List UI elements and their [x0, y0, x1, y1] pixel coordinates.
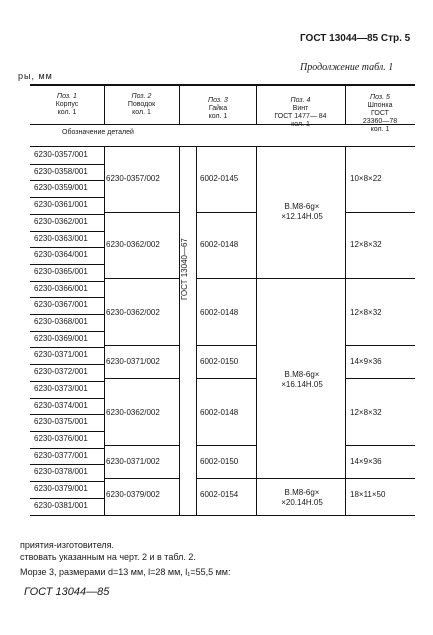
table-cell: 6230-0364/001 — [34, 250, 88, 260]
table-cell: 6230-0363/001 — [34, 233, 88, 243]
table-cell: В.М8-6g× ×20.14Н.05 — [281, 488, 323, 507]
row-rule — [30, 331, 104, 332]
designation-label: Обозначение деталей — [62, 129, 134, 136]
table-cell: 6002-0145 — [200, 174, 239, 183]
footer-line-1: приятия-изготовителя. — [20, 540, 115, 550]
units-label: ры, мм — [18, 71, 53, 81]
table-cell: 14×9×36 — [350, 357, 382, 366]
table-cell: 6230-0381/001 — [34, 500, 88, 510]
row-rule — [30, 231, 104, 232]
group-rule — [104, 212, 179, 213]
table-cell: 6002-0148 — [200, 308, 239, 317]
group-rule — [196, 278, 415, 279]
table-cell: 6002-0148 — [200, 408, 239, 417]
footer-standard-title: ГОСТ 13044—85 — [24, 586, 110, 598]
table-cell: 6002-0154 — [200, 490, 239, 499]
group-rule — [104, 445, 179, 446]
group-rule — [345, 378, 415, 379]
column-header-4: Поз. 4 Винт ГОСТ 1477— 84 кол. 1 — [274, 97, 327, 128]
group-rule — [104, 345, 179, 346]
table-cell: 12×8×32 — [350, 308, 382, 317]
table-cell: 14×9×36 — [350, 457, 382, 466]
vertical-standard-label: ГОСТ 13040—67 — [180, 238, 189, 300]
table-cell: 6230-0368/001 — [34, 317, 88, 326]
row-rule — [30, 264, 104, 265]
column-header-3: Поз. 3 Гайка кол. 1 — [208, 97, 228, 120]
table-cell: 6230-0361/001 — [34, 200, 88, 210]
row-rule — [30, 281, 104, 282]
group-rule — [196, 212, 256, 213]
table-cell: 6230-0358/001 — [34, 166, 88, 176]
designation-bottom-rule — [30, 146, 415, 147]
group-rule — [196, 445, 256, 446]
table-cell: 6230-0374/001 — [34, 400, 88, 410]
row-rule — [30, 448, 104, 449]
group-rule — [196, 378, 256, 379]
row-rule — [30, 314, 104, 315]
table-cell: 6230-0373/001 — [34, 383, 88, 393]
table-cell: 6230-0379/001 — [34, 484, 88, 493]
row-rule — [30, 297, 104, 298]
table-continuation-caption: Продолжение табл. 1 — [300, 62, 394, 73]
group-rule — [104, 378, 179, 379]
row-rule — [30, 197, 104, 198]
row-rule — [30, 214, 104, 215]
row-rule — [30, 364, 104, 365]
table-cell: 6230-0367/001 — [34, 300, 88, 310]
table-cell: 6230-0379/002 — [106, 490, 160, 499]
group-rule — [104, 278, 179, 279]
table-cell: 6230-0378/001 — [34, 467, 88, 477]
row-rule — [30, 381, 104, 382]
table-cell: 6230-0371/002 — [106, 457, 160, 466]
table-cell: 6002-0148 — [200, 240, 239, 249]
group-rule — [196, 345, 256, 346]
table-cell: 6230-0357/002 — [106, 174, 160, 183]
table-cell: 6230-0371/001 — [34, 350, 88, 360]
table-cell: 6230-0376/001 — [34, 433, 88, 443]
table-cell: 12×8×32 — [350, 240, 382, 249]
table-cell: В.М8-6g× ×12.14Н.05 — [281, 202, 323, 221]
row-rule — [30, 398, 104, 399]
table-cell: 6230-0371/002 — [106, 357, 160, 366]
table-cell: 6230-0362/002 — [106, 308, 160, 317]
group-rule — [345, 445, 415, 446]
row-rule — [30, 431, 104, 432]
table-cell: 6230-0359/001 — [34, 183, 88, 193]
row-rule — [30, 464, 104, 465]
table-cell: В.М8-6g× ×16.14Н.05 — [281, 370, 323, 389]
row-rule — [30, 498, 104, 499]
row-rule — [30, 414, 104, 415]
table-cell: 6230-0362/001 — [34, 216, 88, 226]
table-bottom-rule — [30, 515, 415, 516]
column-header-2: Поз. 2 Поводок кол. 1 — [127, 93, 156, 116]
table-cell: 6230-0365/001 — [34, 266, 88, 276]
row-rule — [30, 481, 104, 482]
table-cell: 6230-0362/002 — [106, 408, 160, 417]
col-divider — [196, 146, 197, 515]
table-cell: 6230-0362/002 — [106, 240, 160, 249]
table-cell: 6230-0375/001 — [34, 417, 88, 427]
col-divider — [179, 146, 180, 515]
table-cell: 12×8×32 — [350, 408, 382, 417]
row-rule — [30, 180, 104, 181]
row-rule — [30, 164, 104, 165]
table-cell: 10×8×22 — [350, 174, 382, 183]
table-cell: 6002-0150 — [200, 457, 239, 466]
col-divider — [345, 146, 346, 515]
row-rule — [30, 247, 104, 248]
footer-line-2: ствовать указанным на черт. 2 и в табл. 2. — [20, 552, 196, 562]
group-rule — [104, 478, 179, 479]
col-divider — [104, 146, 105, 515]
table-cell: 18×11×50 — [350, 490, 386, 499]
group-rule — [345, 345, 415, 346]
column-header-1: Поз. 1 Корпус кол. 1 — [55, 93, 79, 116]
column-header-5: Поз. 5 Шпонка ГОСТ 23360—78 кол. 1 — [362, 94, 398, 133]
table-cell: 6230-0372/001 — [34, 367, 88, 377]
col-divider — [256, 146, 257, 515]
table-cell: 6230-0369/001 — [34, 333, 88, 343]
table-cell: 6230-0357/001 — [34, 150, 88, 159]
row-rule — [30, 347, 104, 348]
table-cell: 6230-0377/001 — [34, 450, 88, 460]
table-cell: 6230-0366/001 — [34, 283, 88, 293]
group-rule — [345, 212, 415, 213]
footer-line-3: Морзе 3, размерами d=13 мм, l=28 мм, l₁=55,5 мм: — [20, 567, 231, 577]
table-cell: 6002-0150 — [200, 357, 239, 366]
group-rule — [196, 478, 415, 479]
standard-page-header: ГОСТ 13044—85 Стр. 5 — [300, 33, 411, 44]
